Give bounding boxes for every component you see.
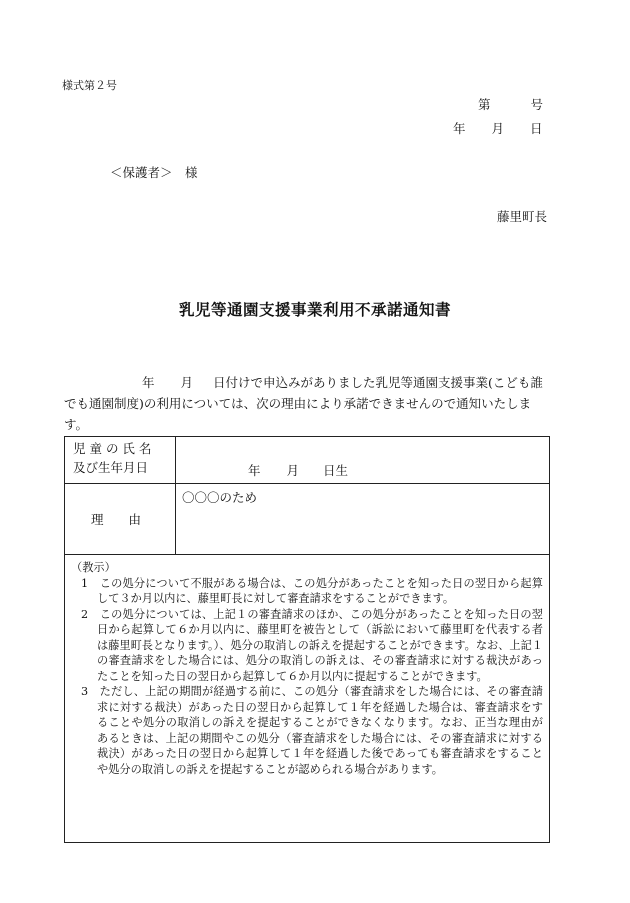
number-suffix: 号 bbox=[530, 97, 544, 112]
info-table bbox=[64, 436, 550, 843]
document-title: 乳児等通園支援事業利用不承諾通知書 bbox=[178, 300, 451, 319]
date-month: 月 bbox=[491, 121, 505, 136]
notice-heading: （教示） bbox=[71, 561, 116, 574]
document-number bbox=[478, 95, 543, 113]
child-dob-label: 及び生年月日 bbox=[73, 460, 149, 475]
child-value-cell bbox=[176, 437, 550, 484]
addressee: ＜保護者＞ 様 bbox=[110, 165, 198, 180]
notice-item-3: 3 ただし、上記の期間が経過する前に、この処分（審査請求をした場合には、その審査請求に対する裁決）があった日の翌日から起算して１年を経過した場合は、審査請求をすることや処分の取消しの訴えを提起することができなくなります。なお、正当な理由があるときは、上記の期間やこの処分（審査請求をした場合には、その審査請求に対する裁決）があった日の翌日から起算して１年を経過した後であっても審査請求をすることや処分の取消しの訴えを提起することが認められる場合があります。 bbox=[81, 685, 543, 776]
notice-item-1: 1 この処分について不服がある場合は、この処分があったことを知った日の翌日から起算して３か月以内に、藤里町長に対して審査請求をすることができます。 bbox=[81, 576, 543, 605]
body-year: 年 bbox=[142, 375, 155, 390]
number-prefix: 第 bbox=[478, 97, 491, 112]
notice-section bbox=[65, 555, 550, 843]
notice-item-2: 2 この処分については、上記１の審査請求のほか、この処分があったことを知った日の翌日から起算して６か月以内に、藤里町を被告として（訴訟において藤里町を代表する者は藤里町長となります。）、処分の取消しの訴えを提起することができます。なお、上記１の審査請求をした場合には、処分の取消しの訴えは、その審査請求に対する裁決があったことを知った日の翌日から起算して６か月以内に提起することができます。 bbox=[81, 607, 543, 683]
dob-day: 日生 bbox=[323, 463, 349, 478]
dob-month: 月 bbox=[286, 463, 300, 478]
reason-label: 理 由 bbox=[65, 484, 176, 555]
body-month: 月 bbox=[180, 375, 194, 390]
dob-year: 年 bbox=[248, 463, 261, 478]
child-label-cell bbox=[65, 437, 176, 484]
reason-value: 〇〇〇のため bbox=[176, 484, 550, 555]
form-number: 様式第２号 bbox=[62, 79, 117, 92]
date-day: 日 bbox=[530, 121, 543, 136]
body-text: 日付けで申込みがありました乳児等通園支援事業(こども誰でも通園制度)の利用については、次の理由により承諾できませんので通知いたします。 bbox=[64, 375, 543, 432]
body-paragraph bbox=[64, 372, 550, 435]
date-year: 年 bbox=[453, 121, 466, 136]
child-name-label: 児 童 の 氏 名 bbox=[73, 441, 152, 456]
issuer: 藤里町長 bbox=[496, 209, 547, 224]
document-date bbox=[453, 119, 543, 137]
